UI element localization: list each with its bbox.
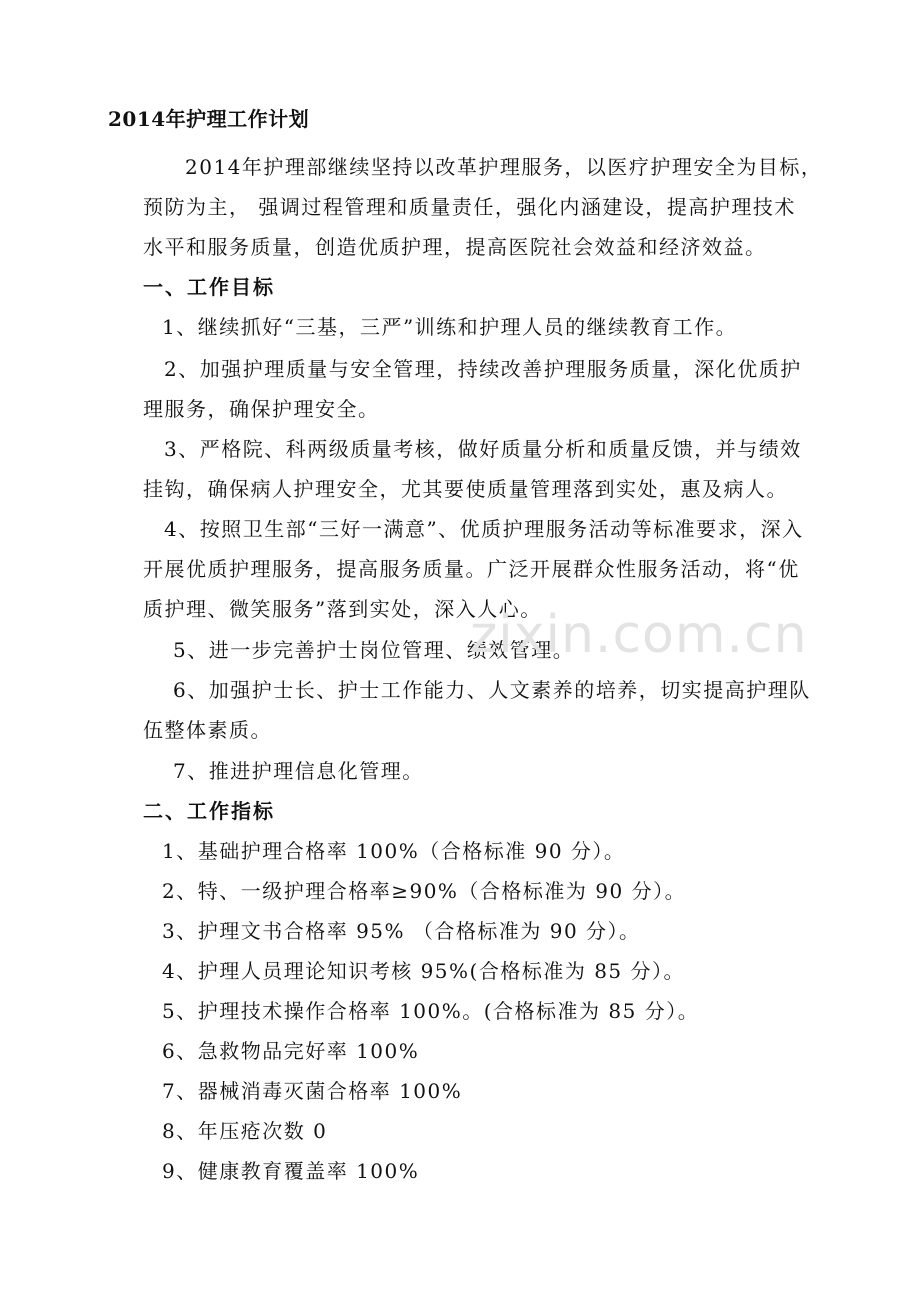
- indicator-item-9: 9、健康教育覆盖率 100%: [162, 1159, 420, 1183]
- goal-item-4-cont-2: 质护理、微笑服务”落到实处，深入人心。: [143, 597, 542, 621]
- goal-item-2: 2、加强护理质量与安全管理，持续改善护理服务质量，深化优质护: [164, 357, 802, 381]
- indicator-item-6: 6、急救物品完好率 100%: [162, 1039, 420, 1063]
- goal-item-3-cont: 挂钩，确保病人护理安全，尤其要使质量管理落到实处，惠及病人。: [143, 477, 788, 501]
- goal-item-4: 4、按照卫生部“三好一满意”、优质护理服务活动等标准要求，深入: [164, 517, 804, 541]
- goal-item-1: 1、继续抓好“三基，三严”训练和护理人员的继续教育工作。: [162, 315, 738, 339]
- indicator-item-8: 8、年压疮次数 0: [162, 1119, 328, 1143]
- goal-item-7: 7、推进护理信息化管理。: [173, 759, 424, 783]
- goal-item-5: 5、进一步完善护士岗位管理、绩效管理。: [173, 638, 575, 662]
- intro-line-3: 水平和服务质量，创造优质护理，提高医院社会效益和经济效益。: [143, 235, 767, 259]
- goal-item-6-cont: 伍整体素质。: [143, 718, 272, 742]
- indicator-item-4: 4、护理人员理论知识考核 95%(合格标准为 85 分）。: [162, 959, 686, 983]
- intro-line-2: 预防为主， 强调过程管理和质量责任，强化内涵建设，提高护理技术: [143, 195, 796, 219]
- document-title: 2014年护理工作计划: [108, 107, 310, 131]
- watermark: zixin.com.cn: [470, 605, 808, 665]
- indicator-item-2: 2、特、一级护理合格率≥90%（合格标准为 90 分）。: [162, 879, 687, 903]
- goal-item-4-cont: 开展优质护理服务，提高服务质量。广泛开展群众性服务活动，将“优: [143, 557, 800, 581]
- section-heading-goals: 一、工作目标: [143, 275, 275, 299]
- indicator-item-3: 3、护理文书合格率 95% （合格标准为 90 分）。: [162, 919, 641, 943]
- goal-item-6: 6、加强护士长、护士工作能力、人文素养的培养，切实提高护理队: [173, 678, 811, 702]
- goal-item-2-cont: 理服务，确保护理安全。: [143, 397, 380, 421]
- indicator-item-1: 1、基础护理合格率 100%（合格标准 90 分）。: [162, 839, 626, 863]
- indicator-item-5: 5、护理技术操作合格率 100%。(合格标准为 85 分）。: [162, 999, 700, 1023]
- section-heading-indicators: 二、工作指标: [143, 799, 275, 823]
- goal-item-3: 3、严格院、科两级质量考核，做好质量分析和质量反馈，并与绩效: [164, 437, 802, 461]
- intro-line-1: 2014年护理部继续坚持以改革护理服务，以医疗护理安全为目标，: [185, 155, 823, 179]
- indicator-item-7: 7、器械消毒灭菌合格率 100%: [162, 1079, 463, 1103]
